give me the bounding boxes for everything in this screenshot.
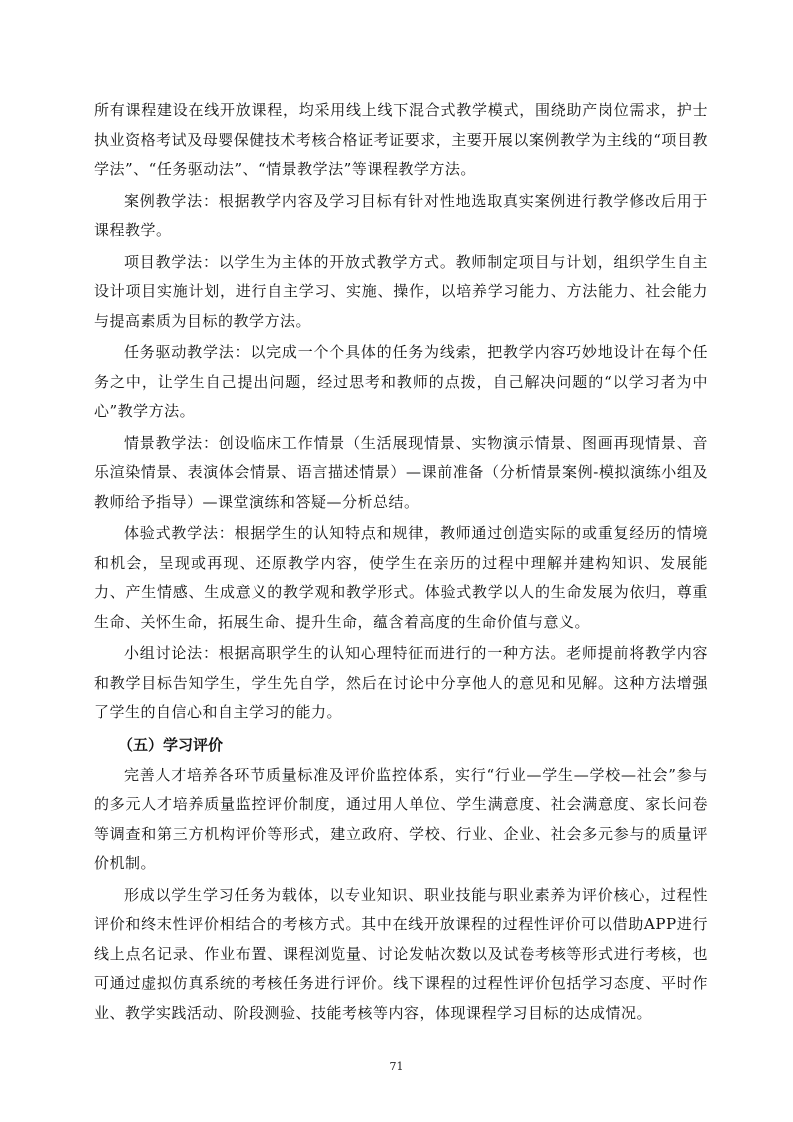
paragraph-scenario-teaching: 情景教学法：创设临床工作情景（生活展现情景、实物演示情景、图画再现情景、音乐渲染情景、表演体会情景、语言描述情景）—课前准备（分析情景案例-模拟演练小组及教师给予指导）—课堂演练和答疑—分析总结。 xyxy=(94,433,708,511)
page-number: 71 xyxy=(389,1060,404,1073)
paragraph-case-teaching: 案例教学法：根据教学内容及学习目标有针对性地选取真实案例进行教学修改后用于课程教学。 xyxy=(94,191,708,239)
paragraph-assessment-method: 形成以学生学习任务为载体，以专业知识、职业技能与职业素养为评价核心，过程性评价和终末性评价相结合的考核方式。其中在线开放课程的过程性评价可以借助APP进行线上点名记录、作业布置、课程浏览量、讨论发帖次数以及试卷考核等形式进行考核，也可通过虚拟仿真系统的考核任务进行评价。线下课程的过程性评价包括学习态度、平时作业、教学实践活动、阶段测验、技能考核等内容，体现课程学习目标的达成情况。 xyxy=(94,885,708,1022)
section-heading-learning-evaluation: （五）学习评价 xyxy=(118,735,224,754)
paragraph-course-methods: 所有课程建设在线开放课程，均采用线上线下混合式教学模式，围绕助产岗位需求，护士执业资格考试及母婴保健技术考核合格证考证要求，主要开展以案例教学为主线的“项目教学法”、“任务驱动法”、“情景教学法”等课程教学方法。 xyxy=(94,101,708,178)
paragraph-task-driven: 任务驱动教学法：以完成一个个具体的任务为线索，把教学内容巧妙地设计在每个任务之中，让学生自己提出问题，经过思考和教师的点拨，自己解决问题的“以学习者为中心”教学方法。 xyxy=(94,343,708,420)
page-body xyxy=(94,96,708,1030)
paragraph-quality-system: 完善人才培养各环节质量标准及评价监控体系，实行“行业—学生—学校—社会”参与的多元人才培养质量监控评价制度，通过用人单位、学生满意度、社会满意度、家长问卷等调查和第三方机构评价等形式，建立政府、学校、行业、企业、社会多元参与的质量评价机制。 xyxy=(94,765,708,872)
paragraph-project-teaching: 项目教学法：以学生为主体的开放式教学方式。教师制定项目与计划，组织学生自主设计项目实施计划，进行自主学习、实施、操作，以培养学习能力、方法能力、社会能力与提高素质为目标的教学方法。 xyxy=(94,252,708,330)
paragraph-experiential-teaching: 体验式教学法：根据学生的认知特点和规律，教师通过创造实际的或重复经历的情境和机会，呈现或再现、还原教学内容，使学生在亲历的过程中理解并建构知识、发展能力、产生情感、生成意义的教学观和教学形式。体验式教学以人的生命发展为依归，尊重生命、关怀生命，拓展生命、提升生命，蕴含着高度的生命价值与意义。 xyxy=(94,524,708,631)
paragraph-group-discussion: 小组讨论法：根据高职学生的认知心理特征而进行的一种方法。老师提前将教学内容和教学目标告知学生，学生先自学，然后在讨论中分享他人的意见和见解。这种方法增强了学生的自信心和自主学习的能力。 xyxy=(94,644,708,721)
